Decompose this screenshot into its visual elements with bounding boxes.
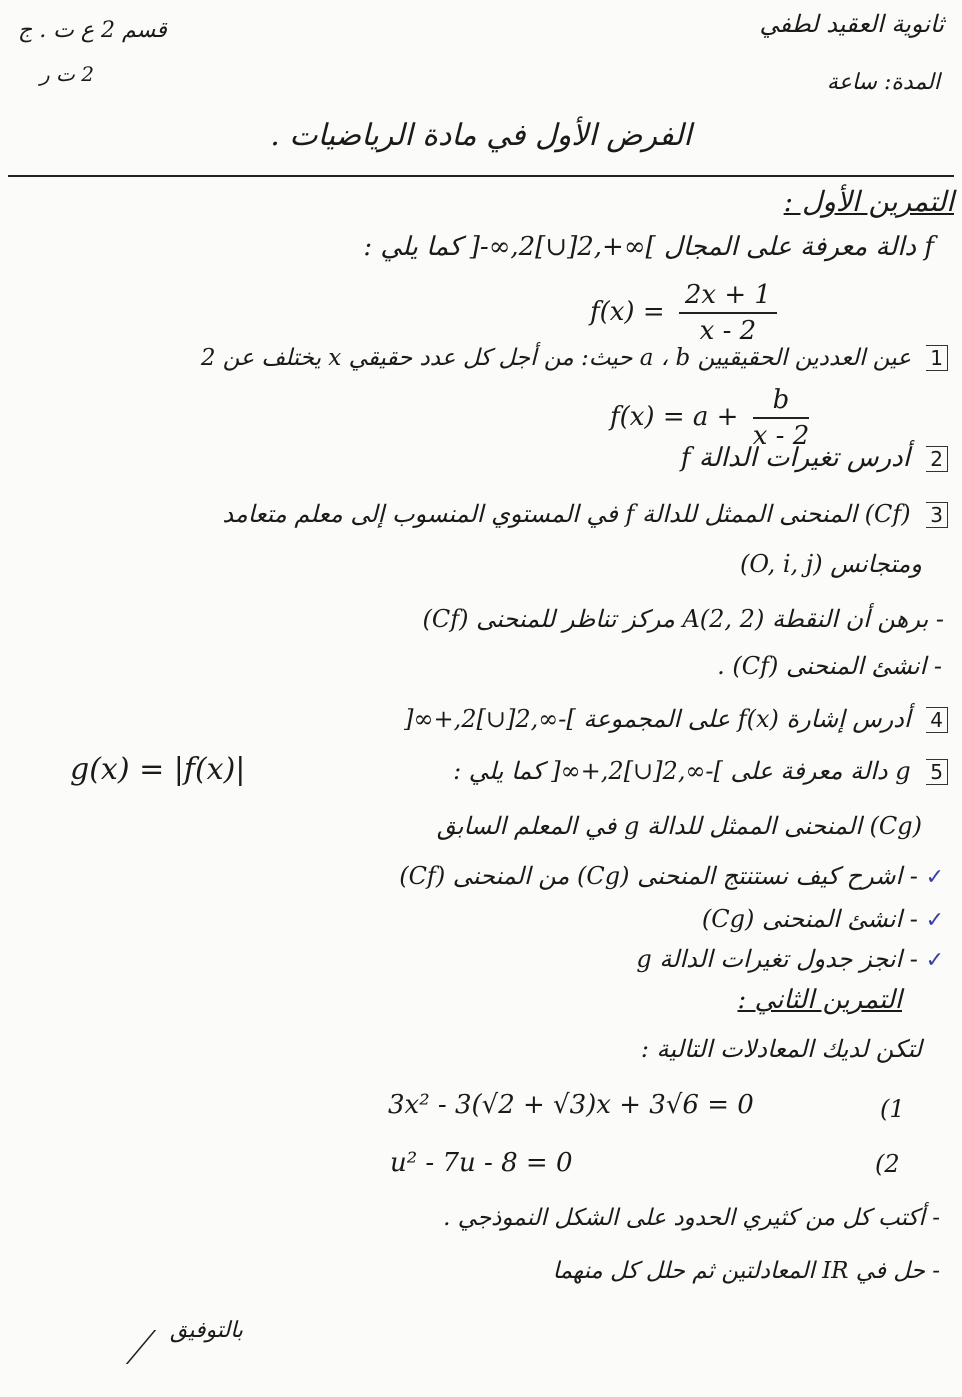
question-3 <box>222 500 948 528</box>
exercise2-intro: لتكن لديك المعادلات التالية : <box>640 1035 922 1063</box>
question-5-curve: (Cg) المنحنى الممثل للدالة g في المعلم السابق <box>436 812 922 840</box>
exercise2-task2: - حل في IR المعادلتين ثم حلل كل منهما <box>552 1258 940 1284</box>
g-definition: g(x) = |f(x)| <box>70 752 246 787</box>
question-1-number: 1 <box>926 345 948 371</box>
class-sublabel: 2 ت ر <box>40 62 94 86</box>
f-denominator: x - 2 <box>699 316 757 346</box>
f-fraction <box>679 280 777 346</box>
question-4-text: أدرس إشارة f(x) على المجموعة ]-∞,2[∪]2,+∞[ <box>404 705 911 733</box>
check-mark-icon: ✓ <box>925 948 944 973</box>
f-lhs: f(x) = <box>590 297 665 327</box>
question-3b: - انشئ المنحنى (Cf) . <box>717 652 942 680</box>
decomp-fraction <box>753 385 810 451</box>
question-5c <box>636 945 944 973</box>
f-definition <box>590 280 783 346</box>
question-5c-text: - انجز جدول تغيرات الدالة g <box>636 945 918 973</box>
exam-duration: المدة: ساعة <box>826 70 940 95</box>
decomp-numerator: b <box>753 385 810 419</box>
question-1 <box>201 345 948 371</box>
question-5a <box>399 862 944 890</box>
intro-end: كما يلي : <box>363 232 462 262</box>
exercise2-heading: التمرين الثاني : <box>737 985 902 1015</box>
exercise2-task1: - أكتب كل من كثيري الحدود على الشكل النموذجي . <box>443 1205 940 1231</box>
question-4 <box>404 705 948 733</box>
question-2-number: 2 <box>926 446 948 472</box>
decomp-lhs: f(x) = a + <box>610 402 739 432</box>
question-4-number: 4 <box>926 707 948 733</box>
question-5 <box>453 757 948 785</box>
question-3-frame: ومتجانس (O, i, j) <box>739 550 922 578</box>
question-3a: - برهن أن النقطة A(2, 2) مركز تناظر للمنحنى (Cf) <box>422 605 944 633</box>
question-1-text: عين العددين الحقيقيين a ، b حيث: من أجل كل عدد حقيقي x يختلف عن 2 <box>200 345 911 371</box>
decomp-denominator: x - 2 <box>752 421 810 451</box>
check-mark-icon: ✓ <box>925 865 944 890</box>
f-decomposition <box>610 385 815 451</box>
exam-title: الفرض الأول في مادة الرياضيات . <box>270 118 692 153</box>
intro-text: f دالة معرفة على المجال <box>663 232 934 262</box>
exercise1-intro <box>363 232 934 262</box>
equation-1: 3x² - 3(√2 + √3)x + 3√6 = 0 <box>388 1090 754 1120</box>
exercise1-heading: التمرين الأول : <box>783 185 954 218</box>
question-3-text: (Cf) المنحنى الممثل للدالة f في المستوي المنسوب إلى معلم متعامد <box>222 500 911 528</box>
question-2 <box>681 443 948 473</box>
question-5-number: 5 <box>926 759 948 785</box>
equation-1-label: (1 <box>880 1095 905 1123</box>
question-5b-text: - انشئ المنحنى (Cg) <box>701 905 918 933</box>
closing-wish: بالتوفيق <box>170 1318 244 1343</box>
question-5a-text: - اشرح كيف نستنتج المنحنى (Cg) من المنحنى (Cf) <box>399 862 918 890</box>
f-numerator: 2x + 1 <box>679 280 777 314</box>
check-mark-icon: ✓ <box>925 908 944 933</box>
intro-interval: ]-∞,2[∪]2,+∞[ <box>469 232 656 262</box>
class-label: قسم 2 ع ت . ج <box>18 18 167 43</box>
header-divider <box>8 175 954 177</box>
question-2-text: أدرس تغيرات الدالة f <box>680 443 910 473</box>
equation-2: u² - 7u - 8 = 0 <box>390 1148 573 1178</box>
closing-stroke <box>126 1330 203 1364</box>
question-5-text: g دالة معرفة على ]-∞,2[∪]2,+∞[ كما يلي : <box>453 757 911 785</box>
equation-2-label: (2 <box>875 1150 900 1178</box>
question-3-number: 3 <box>926 502 948 528</box>
school-name: ثانوية العقيد لطفي <box>759 10 944 38</box>
question-5b <box>702 905 944 933</box>
